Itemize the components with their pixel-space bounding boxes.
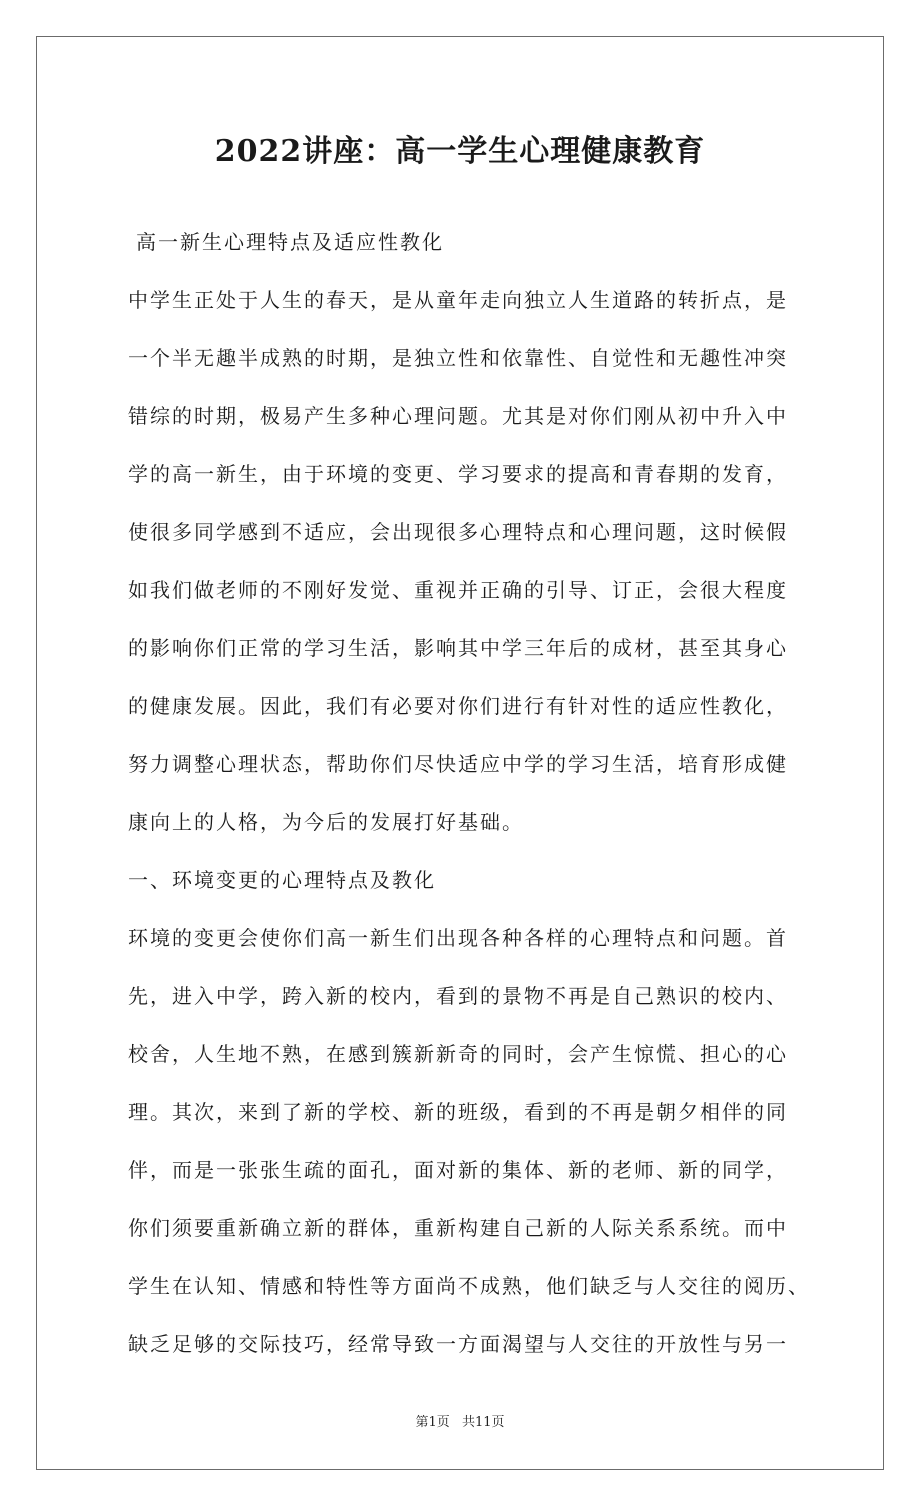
text-line: 使很多同学感到不适应，会出现很多心理特点和心理问题，这时候假 — [128, 520, 788, 544]
text-line: 一个半无趣半成熟的时期，是独立性和依靠性、自觉性和无趣性冲突 — [128, 346, 788, 370]
text-line: 康向上的人格，为今后的发展打好基础。 — [128, 810, 524, 834]
text-line: 错综的时期，极易产生多种心理问题。尤其是对你们刚从初中升入中 — [128, 404, 788, 428]
page-count: 共11页 — [461, 1415, 505, 1430]
text-line: 如我们做老师的不刚好发觉、重视并正确的引导、订正，会很大程度 — [128, 578, 788, 602]
document-body — [128, 213, 808, 1373]
text-line: 缺乏足够的交际技巧，经常导致一方面渴望与人交往的开放性与另一 — [128, 1332, 788, 1356]
text-line: 学的高一新生，由于环境的变更、学习要求的提高和青春期的发育， — [128, 462, 788, 486]
text-line: 伴，而是一张张生疏的面孔，面对新的集体、新的老师、新的同学， — [128, 1158, 788, 1182]
text-line: 你们须要重新确立新的群体，重新构建自己新的人际关系系统。而中 — [128, 1216, 788, 1240]
text-line: 中学生正处于人生的春天，是从童年走向独立人生道路的转折点，是 — [128, 288, 788, 312]
text-line: 学生在认知、情感和特性等方面尚不成熟，他们缺乏与人交往的阅历、 — [128, 1274, 810, 1298]
page-footer — [0, 1413, 920, 1433]
text-line: 理。其次，来到了新的学校、新的班级，看到的不再是朝夕相伴的同 — [128, 1100, 788, 1124]
text-line: 校舍，人生地不熟，在感到簇新新奇的同时，会产生惊慌、担心的心 — [128, 1042, 788, 1066]
text-line: 环境的变更会使你们高一新生们出现各种各样的心理特点和问题。首 — [128, 926, 788, 950]
text-line: 的健康发展。因此，我们有必要对你们进行有针对性的适应性教化， — [128, 694, 788, 718]
page-number: 第1页 — [415, 1415, 450, 1430]
paragraph-1 — [128, 271, 808, 851]
text-line: 先，进入中学，跨入新的校内，看到的景物不再是自己熟识的校内、 — [128, 984, 788, 1008]
section-heading: 一、环境变更的心理特点及教化 — [128, 868, 436, 892]
paragraph-2 — [128, 909, 808, 1373]
text-line: 的影响你们正常的学习生活，影响其中学三年后的成材，甚至其身心 — [128, 636, 788, 660]
subheading: 高一新生心理特点及适应性教化 — [136, 230, 444, 254]
document-title: 2022讲座：高一学生心理健康教育 — [214, 134, 706, 169]
text-line: 努力调整心理状态，帮助你们尽快适应中学的学习生活，培育形成健 — [128, 752, 788, 776]
